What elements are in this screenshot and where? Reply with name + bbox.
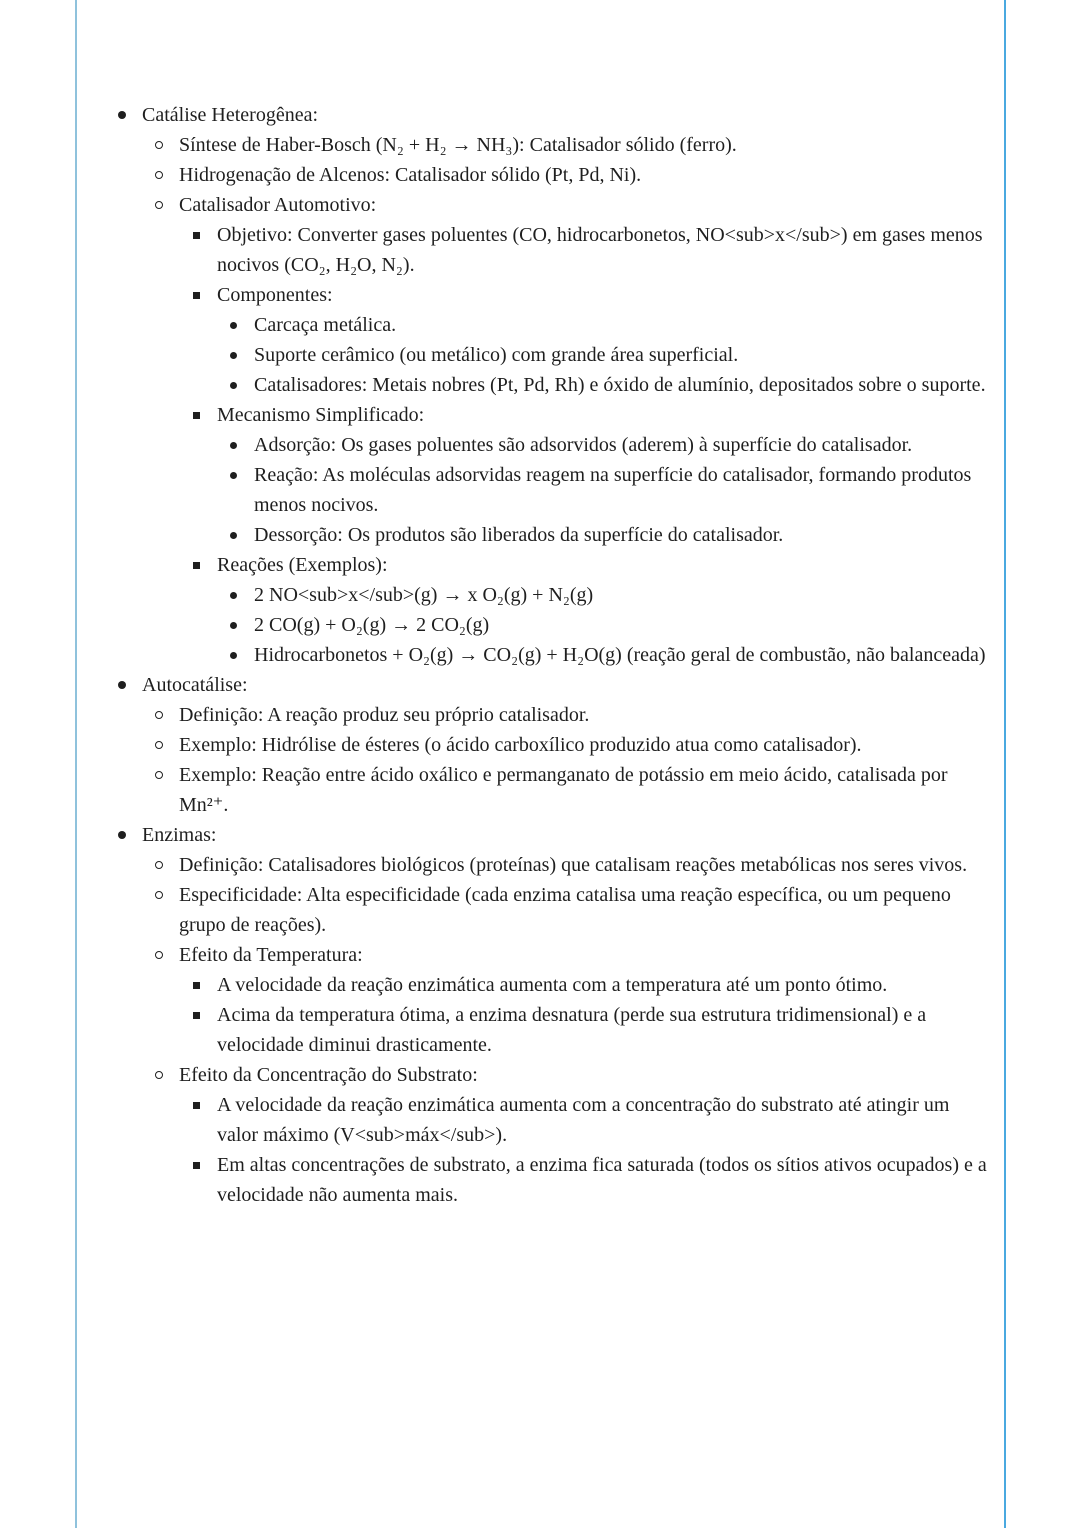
circle-bullet-icon	[153, 700, 179, 719]
list-item-text: Dessorção: Os produtos são liberados da superfície do catalisador.	[254, 524, 784, 546]
list-item	[0, 130, 995, 160]
list-item-text: Mecanismo Simplificado:	[217, 404, 425, 426]
list-item	[0, 700, 995, 730]
list-item-text: Reações (Exemplos):	[217, 554, 388, 576]
list-item	[0, 970, 995, 1000]
right-margin-rule	[1004, 0, 1006, 1528]
disc-bullet-icon	[228, 580, 254, 599]
list-item	[0, 310, 995, 340]
list-item	[0, 760, 995, 820]
list-item	[0, 640, 995, 670]
list-item-text: Efeito da Temperatura:	[179, 944, 363, 966]
list-item	[0, 730, 995, 760]
list-item	[0, 280, 995, 310]
disc-bullet-icon	[228, 430, 254, 449]
list-item-text: Efeito da Concentração do Substrato:	[179, 1064, 478, 1086]
list-item-text: Hidrocarbonetos + O₂(g) → CO₂(g) + H₂O(g) (reação geral de combustão, não balanceada)	[254, 644, 986, 666]
list-item	[0, 190, 995, 220]
list-item-text: 2 NO<sub>x</sub>(g) → x O₂(g) + N₂(g)	[254, 584, 594, 606]
list-item	[0, 850, 995, 880]
circle-bullet-icon	[153, 160, 179, 179]
circle-bullet-icon	[153, 940, 179, 959]
circle-bullet-icon	[153, 850, 179, 869]
disc-bullet-icon	[228, 610, 254, 629]
list-item-text: Exemplo: Reação entre ácido oxálico e permanganato de potássio em meio ácido, catalisada por Mn²⁺.	[179, 764, 948, 816]
circle-bullet-icon	[153, 760, 179, 779]
list-item-text: A velocidade da reação enzimática aumenta com a temperatura até um ponto ótimo.	[217, 974, 888, 996]
circle-bullet-icon	[153, 730, 179, 749]
list-item	[0, 160, 995, 190]
list-item-text: Em altas concentrações de substrato, a enzima fica saturada (todos os sítios ativos ocupados) e a velocidade não aumenta mais.	[217, 1154, 987, 1206]
list-item-text: Componentes:	[217, 284, 333, 306]
list-item-text: Autocatálise:	[142, 674, 248, 696]
square-bullet-icon	[191, 1090, 217, 1109]
list-item	[0, 460, 995, 520]
list-item-text: 2 CO(g) + O₂(g) → 2 CO₂(g)	[254, 614, 490, 636]
disc-bullet-icon	[228, 340, 254, 359]
list-item-text: Síntese de Haber-Bosch (N₂ + H₂ → NH₃): Catalisador sólido (ferro).	[179, 134, 737, 156]
list-item	[0, 880, 995, 940]
disc-bullet-icon	[228, 520, 254, 539]
list-item	[0, 940, 995, 970]
list-item	[0, 820, 995, 850]
list-item-text: Definição: Catalisadores biológicos (proteínas) que catalisam reações metabólicas nos seres vivos.	[179, 854, 968, 876]
list-item-text: Definição: A reação produz seu próprio catalisador.	[179, 704, 590, 726]
document-list	[0, 100, 995, 1210]
list-item-text: Catalisadores: Metais nobres (Pt, Pd, Rh) e óxido de alumínio, depositados sobre o suporte.	[254, 374, 986, 396]
square-bullet-icon	[191, 970, 217, 989]
disc-bullet-icon	[228, 310, 254, 329]
circle-bullet-icon	[153, 1060, 179, 1079]
list-item	[0, 1090, 995, 1150]
square-bullet-icon	[191, 1000, 217, 1019]
list-item	[0, 340, 995, 370]
list-item-text: Carcaça metálica.	[254, 314, 397, 336]
list-item	[0, 1060, 995, 1090]
list-item	[0, 580, 995, 610]
disc-bullet-icon	[116, 820, 142, 839]
list-item	[0, 550, 995, 580]
list-item-text: Enzimas:	[142, 824, 217, 846]
list-item	[0, 520, 995, 550]
list-item-text: Especificidade: Alta especificidade (cada enzima catalisa uma reação específica, ou um pequeno grupo de reações).	[179, 884, 951, 936]
circle-bullet-icon	[153, 190, 179, 209]
list-item	[0, 1150, 995, 1210]
list-item-text: Reação: As moléculas adsorvidas reagem na superfície do catalisador, formando produtos menos nocivos.	[254, 464, 972, 516]
disc-bullet-icon	[228, 370, 254, 389]
list-item	[0, 1000, 995, 1060]
list-item	[0, 370, 995, 400]
list-item-text: Acima da temperatura ótima, a enzima desnatura (perde sua estrutura tridimensional) e a velocidade diminui drasticamente.	[217, 1004, 927, 1056]
circle-bullet-icon	[153, 130, 179, 149]
list-item-text: Adsorção: Os gases poluentes são adsorvidos (aderem) à superfície do catalisador.	[254, 434, 913, 456]
list-item-text: A velocidade da reação enzimática aumenta com a concentração do substrato até atingir um valor máximo (V<sub>máx</sub>).	[217, 1094, 950, 1146]
disc-bullet-icon	[116, 670, 142, 689]
list-item-text: Objetivo: Converter gases poluentes (CO, hidrocarbonetos, NO<sub>x</sub>) em gases menos nocivos (CO₂, H₂O, N₂).	[217, 224, 983, 276]
list-item-text: Hidrogenação de Alcenos: Catalisador sólido (Pt, Pd, Ni).	[179, 164, 642, 186]
list-item-text: Exemplo: Hidrólise de ésteres (o ácido carboxílico produzido atua como catalisador).	[179, 734, 862, 756]
circle-bullet-icon	[153, 880, 179, 899]
list-item	[0, 430, 995, 460]
disc-bullet-icon	[228, 640, 254, 659]
disc-bullet-icon	[228, 460, 254, 479]
list-item	[0, 100, 995, 130]
list-item-text: Suporte cerâmico (ou metálico) com grande área superficial.	[254, 344, 739, 366]
list-item	[0, 670, 995, 700]
square-bullet-icon	[191, 1150, 217, 1169]
square-bullet-icon	[191, 400, 217, 419]
square-bullet-icon	[191, 280, 217, 299]
list-item-text: Catalisador Automotivo:	[179, 194, 377, 216]
list-item-text: Catálise Heterogênea:	[142, 104, 319, 126]
list-item	[0, 400, 995, 430]
square-bullet-icon	[191, 550, 217, 569]
disc-bullet-icon	[116, 100, 142, 119]
list-item	[0, 220, 995, 280]
square-bullet-icon	[191, 220, 217, 239]
list-item	[0, 610, 995, 640]
